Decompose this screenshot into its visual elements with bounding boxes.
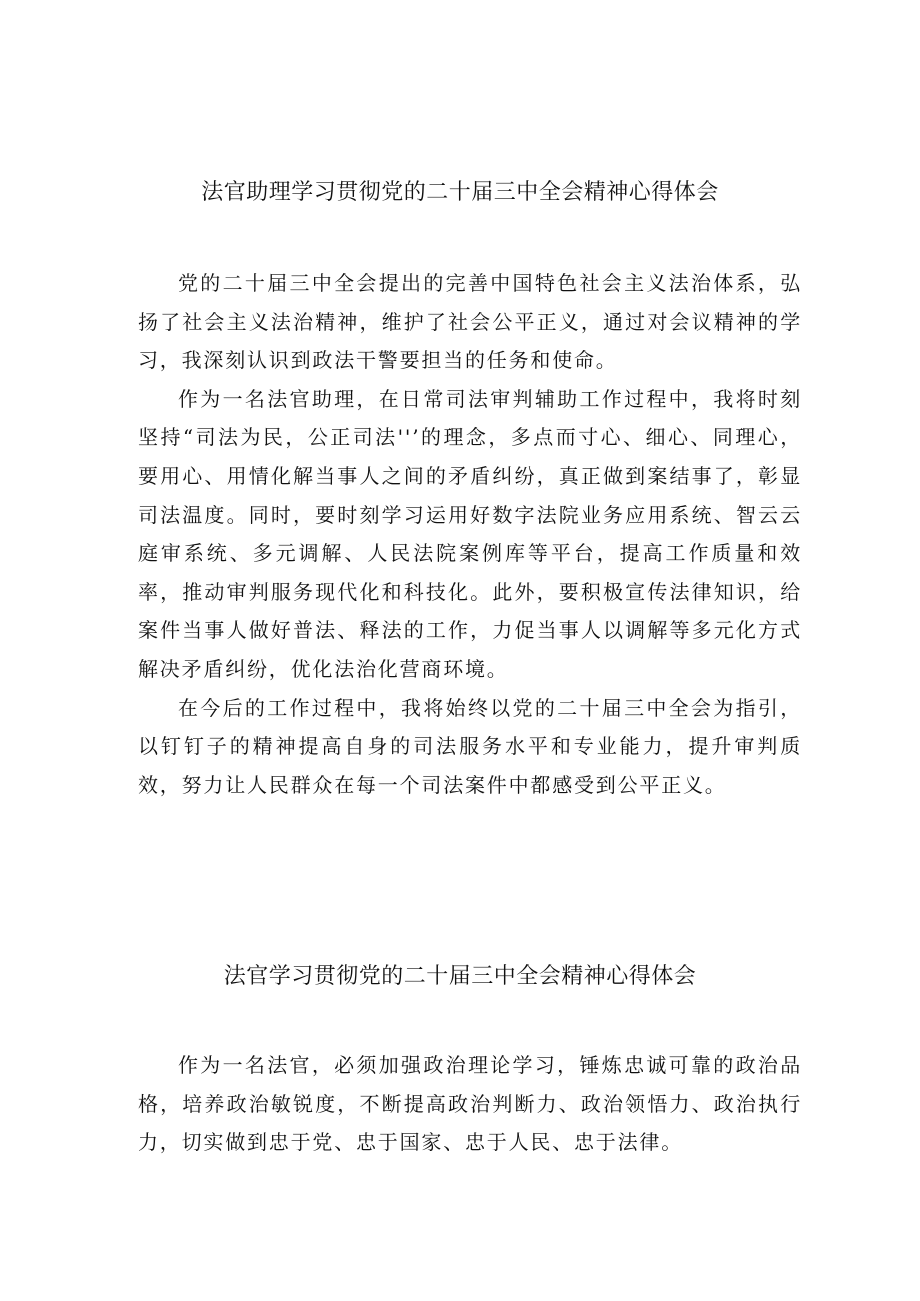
article-2-title: 法官学习贯彻党的二十届三中全会精神心得体会 <box>223 964 697 989</box>
article-2-paragraph-1: 作为一名法官，必须加强政治理论学习，锤炼忠诚可靠的政治品格，培养政治敏锐度，不断提高政治判断力、政治领悟力、政治执行力，切实做到忠于党、忠于国家、忠于人民、忠于法律。 <box>138 1053 802 1155</box>
article-1-paragraph-3: 在今后的工作过程中，我将始终以党的二十届三中全会为指引，以钉钉子的精神提高自身的司法服务水平和专业能力，提升审判质效，努力让人民群众在每一个司法案件中都感受到公平正义。 <box>138 695 802 797</box>
article-1-paragraph-2: 作为一名法官助理，在日常司法审判辅助工作过程中，我将时刻坚持“司法为民，公正司法''’的理念，多点而寸心、细心、同理心，要用心、用情化解当事人之间的矛盾纠纷，真正做到案结事了，彰显司法温度。同时，要时刻学习运用好数字法院业务应用系统、智云云庭审系统、多元调解、人民法院案例库等平台，提高工作质量和效率，推动审判服务现代化和科技化。此外，要积极宣传法律知识，给案件当事人做好普法、释法的工作，力促当事人以调解等多元化方式解决矛盾纠纷，优化法治化营商环境。 <box>138 386 802 681</box>
article-1-body <box>138 264 802 804</box>
article-1-title: 法官助理学习贯彻党的二十届三中全会精神心得体会 <box>201 180 719 205</box>
article-1-paragraph-1: 党的二十届三中全会提出的完善中国特色社会主义法治体系，弘扬了社会主义法治精神，维护了社会公平正义，通过对会议精神的学习，我深刻认识到政法干警要担当的任务和使命。 <box>138 271 802 373</box>
article-2-body <box>138 1046 802 1162</box>
